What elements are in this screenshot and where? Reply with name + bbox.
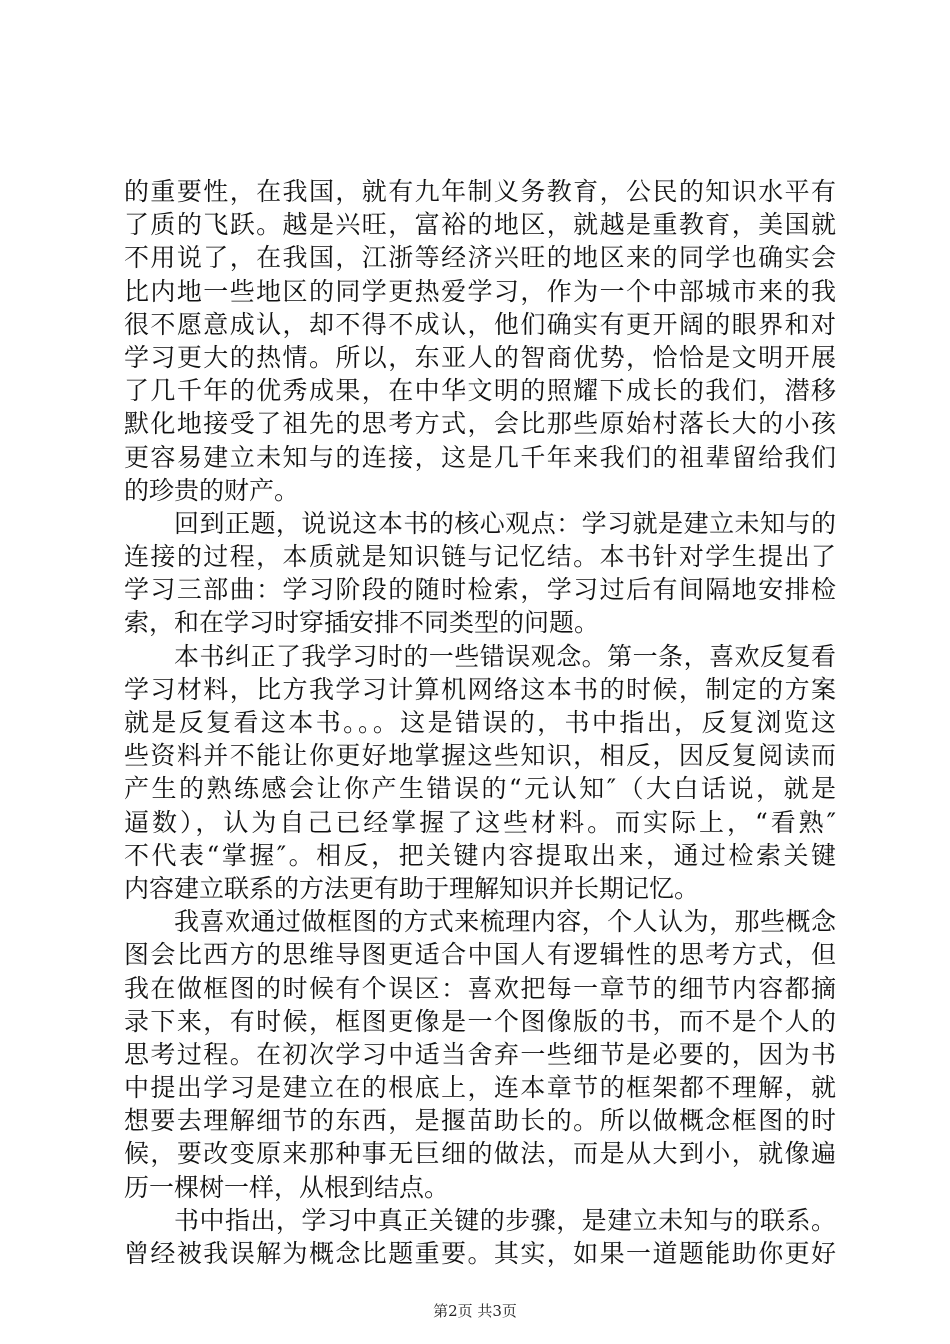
text-line: 不代表“掌握″。相反，把关键内容提取出来，通过检索关键 xyxy=(124,840,836,870)
text-line: 曾经被我误解为概念比题重要。其实，如果一道题能助你更好 xyxy=(124,1239,836,1268)
text-line: 内容建立联系的方法更有助于理解知识并长期记忆。 xyxy=(124,873,700,903)
text-line: 连接的过程，本质就是知识链与记忆结。本书针对学生提出了 xyxy=(124,542,836,572)
text-line: 图会比西方的思维导图更适合中国人有逻辑性的思考方式，但 xyxy=(124,940,836,970)
text-line: 本书纠正了我学习时的一些错误观念。第一条，喜欢反复看 xyxy=(174,641,836,671)
text-line: 的珍贵的财产。 xyxy=(124,475,300,505)
text-line: 回到正题，说说这本书的核心观点：学习就是建立未知与的 xyxy=(174,508,836,538)
paragraph xyxy=(124,1204,836,1270)
text-line: 产生的熟练感会让你产生错误的“元认知″（大白话说，就是 xyxy=(124,774,836,804)
paragraph xyxy=(124,507,836,640)
text-line: 默化地接受了祖先的思考方式，会比那些原始村落长大的小孩 xyxy=(124,409,836,439)
text-line: 不用说了，在我国，江浙等经济兴旺的地区来的同学也确实会 xyxy=(124,243,836,273)
text-line: 了几千年的优秀成果，在中华文明的照耀下成长的我们，潜移 xyxy=(124,376,836,406)
text-line: 书中指出，学习中真正关键的步骤，是建立未知与的联系。 xyxy=(174,1205,836,1235)
text-line: 更容易建立未知与的连接，这是几千年来我们的祖辈留给我们 xyxy=(124,442,836,472)
paragraph xyxy=(124,905,836,1204)
paragraph xyxy=(124,175,836,507)
text-line: 逼数），认为自己已经掌握了这些材料。而实际上，“看熟″ xyxy=(124,807,836,837)
text-line: 我在做框图的时候有个误区：喜欢把每一章节的细节内容都摘 xyxy=(124,973,836,1003)
text-line: 思考过程。在初次学习中适当舍弃一些细节是必要的，因为书 xyxy=(124,1039,836,1069)
text-line: 学习三部曲：学习阶段的随时检索，学习过后有间隔地安排检 xyxy=(124,575,836,605)
text-line: 了质的飞跃。越是兴旺，富裕的地区，就越是重教育，美国就 xyxy=(124,210,836,240)
text-line: 就是反复看这本书。。。这是错误的，书中指出，反复浏览这 xyxy=(124,708,836,737)
text-line: 索，和在学习时穿插安排不同类型的问题。 xyxy=(124,608,600,638)
text-line: 想要去理解细节的东西，是揠苗助长的。所以做概念框图的时 xyxy=(124,1106,836,1136)
paragraph xyxy=(124,640,836,906)
text-line: 历一棵树一样，从根到结点。 xyxy=(124,1172,450,1202)
text-line: 很不愿意成认，却不得不成认，他们确实有更开阔的眼界和对 xyxy=(124,309,836,339)
text-line: 中提出学习是建立在的根底上，连本章节的框架都不理解，就 xyxy=(124,1073,836,1103)
document-body xyxy=(124,175,836,1270)
text-line: 候，要改变原来那种事无巨细的做法，而是从大到小，就像遍 xyxy=(124,1139,836,1169)
text-line: 些资料并不能让你更好地掌握这些知识，相反，因反复阅读而 xyxy=(124,741,836,771)
text-line: 我喜欢通过做框图的方式来梳理内容，个人认为，那些概念 xyxy=(174,907,836,937)
text-line: 学习更大的热情。所以，东亚人的智商优势，恰恰是文明开展 xyxy=(124,342,836,372)
text-line: 的重要性，在我国，就有九年制义务教育，公民的知识水平有 xyxy=(124,177,836,206)
page-footer: 第2页 共3页 xyxy=(433,1302,517,1320)
text-line: 比内地一些地区的同学更热爱学习，作为一个中部城市来的我 xyxy=(124,276,836,306)
text-line: 录下来，有时候，框图更像是一个图像版的书，而不是个人的 xyxy=(124,1006,836,1036)
text-line: 学习材料，比方我学习计算机网络这本书的时候，制定的方案 xyxy=(124,674,836,704)
